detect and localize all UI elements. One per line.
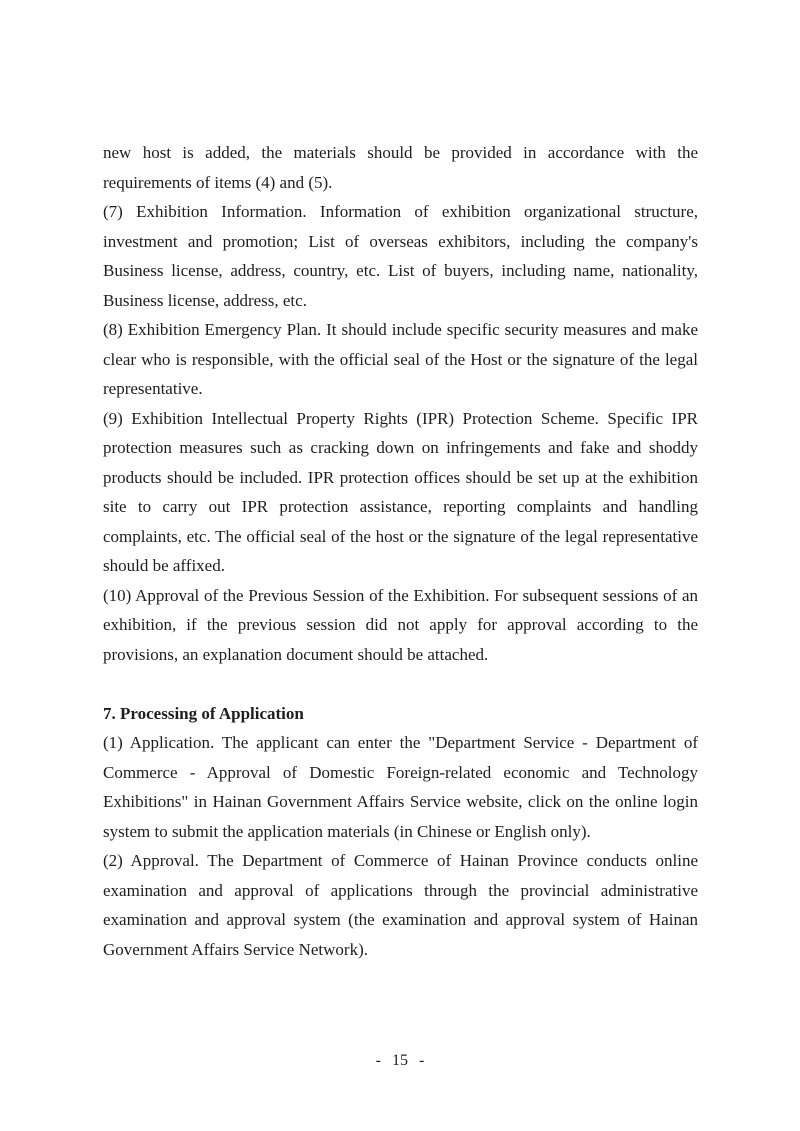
section-heading: 7. Processing of Application: [103, 703, 304, 723]
paragraph: new host is added, the materials should be provided in accordance with the requirements of items (4) and (5).: [103, 143, 698, 192]
paragraph: (8) Exhibition Emergency Plan. It should include specific security measures and make clear who is responsible, with the official seal of the Host or the signature of the legal representative.: [103, 320, 698, 398]
page-number: - 15 -: [375, 1052, 425, 1069]
paragraph: (2) Approval. The Department of Commerce of Hainan Province conducts online examination and approval of applications through the provincial administrative examination and approval system (the examination and approval system of Hainan Government Affairs Service Network).: [103, 851, 698, 959]
paragraph: (10) Approval of the Previous Session of the Exhibition. For subsequent sessions of an exhibition, if the previous session did not apply for approval according to the provisions, an explanation document should be attached.: [103, 585, 698, 664]
paragraph: (1) Application. The applicant can enter the "Department Service - Department of Commerce - Approval of Domestic Foreign-related economic and Technology Exhibitions" in Hainan Government Affairs Service website, click on the online login system to submit the application materials (in Chinese or English only).: [103, 733, 698, 841]
document-body: [103, 138, 698, 964]
paragraph: (7) Exhibition Information. Information of exhibition organizational structure, investment and promotion; List of overseas exhibitors, including the company's Business license, address, country, etc. List of buyers, including name, nationality, Business license, address, etc.: [103, 202, 698, 310]
paragraph: (9) Exhibition Intellectual Property Rights (IPR) Protection Scheme. Specific IPR protection measures such as cracking down on infringements and fake and shoddy products should be included. IPR protection offices should be set up at the exhibition site to carry out IPR protection assistance, reporting complaints and handling complaints, etc. The official seal of the host or the signature of the legal representative should be affixed.: [103, 408, 698, 575]
